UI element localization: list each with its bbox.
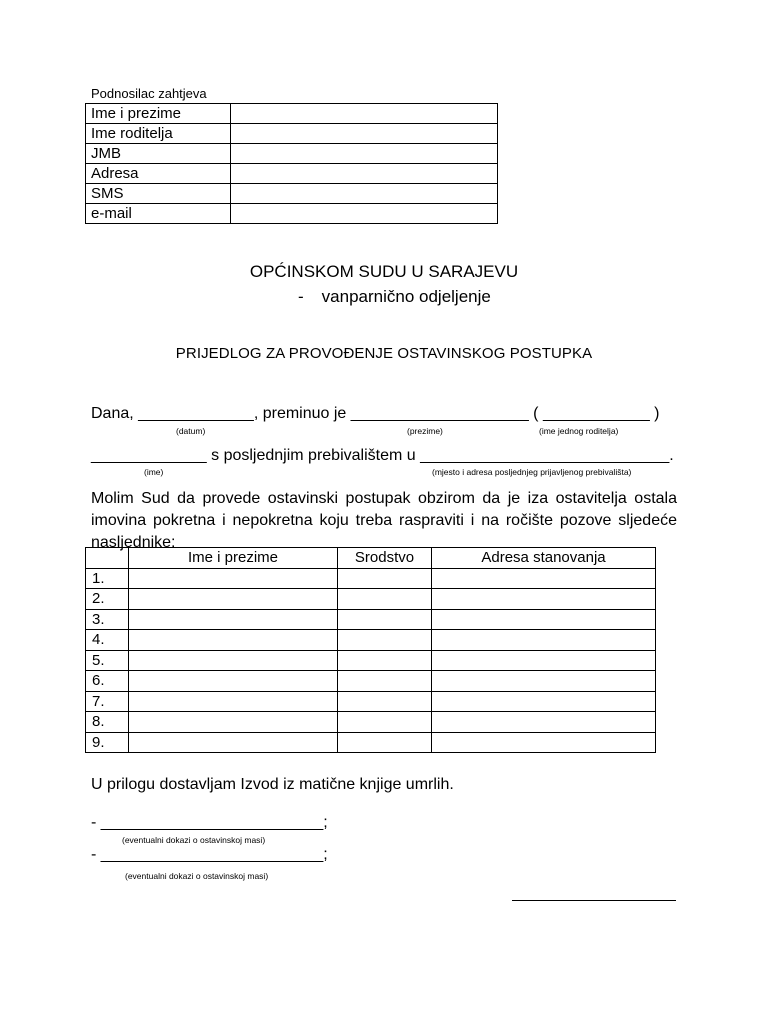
evidence-hint: (eventualni dokazi o ostavinskoj masi) — [125, 871, 269, 881]
heirs-table — [85, 547, 656, 753]
column-header-address: Adresa stanovanja — [432, 548, 656, 569]
signature-line[interactable] — [512, 900, 676, 901]
heir-relation-cell[interactable] — [338, 671, 432, 692]
row-number: 2. — [86, 589, 129, 610]
jmb-field[interactable] — [231, 144, 498, 164]
address-field[interactable] — [231, 164, 498, 184]
field-label: Adresa — [86, 164, 231, 184]
hint-parent: (ime jednog roditelja) — [539, 426, 619, 436]
row-number: 4. — [86, 630, 129, 651]
table-row — [86, 184, 498, 204]
hint-name: (ime) — [144, 467, 164, 477]
heir-relation-cell[interactable] — [338, 589, 432, 610]
field-label: e-mail — [86, 204, 231, 224]
residence-line[interactable]: _____________ s posljednjim prebivalištem u ____________________________. — [91, 447, 674, 464]
heir-relation-cell[interactable] — [338, 691, 432, 712]
heir-name-cell[interactable] — [129, 589, 338, 610]
row-number: 8. — [86, 712, 129, 733]
evidence-line[interactable]: - _________________________; — [91, 814, 328, 831]
evidence-hint: (eventualni dokazi o ostavinskoj masi) — [122, 835, 266, 845]
field-label: JMB — [86, 144, 231, 164]
column-header-name: Ime i prezime — [129, 548, 338, 569]
column-header-relation: Srodstvo — [338, 548, 432, 569]
table-row — [86, 609, 656, 630]
table-row — [86, 589, 656, 610]
table-row — [86, 712, 656, 733]
heir-name-cell[interactable] — [129, 609, 338, 630]
department-label: vanparnično odjeljenje — [321, 287, 491, 306]
table-header-row — [86, 548, 656, 569]
row-number: 3. — [86, 609, 129, 630]
heir-name-cell[interactable] — [129, 671, 338, 692]
table-row — [86, 671, 656, 692]
heir-name-cell[interactable] — [129, 712, 338, 733]
heir-relation-cell[interactable] — [338, 630, 432, 651]
evidence-line[interactable]: - _________________________; — [91, 846, 328, 863]
field-label: SMS — [86, 184, 231, 204]
applicant-table — [85, 103, 498, 224]
hint-surname: (prezime) — [407, 426, 443, 436]
table-row — [86, 144, 498, 164]
table-row — [86, 204, 498, 224]
table-row — [86, 650, 656, 671]
sms-field[interactable] — [231, 184, 498, 204]
heir-name-cell[interactable] — [129, 691, 338, 712]
attachment-note: U prilogu dostavljam Izvod iz matične knjige umrlih. — [91, 776, 454, 793]
heir-name-cell[interactable] — [129, 650, 338, 671]
heir-address-cell[interactable] — [432, 609, 656, 630]
heir-relation-cell[interactable] — [338, 732, 432, 753]
hint-address: (mjesto i adresa posljednjeg prijavljenog prebivališta) — [432, 467, 632, 477]
heir-address-cell[interactable] — [432, 732, 656, 753]
court-department — [298, 287, 491, 307]
heir-address-cell[interactable] — [432, 630, 656, 651]
field-label: Ime roditelja — [86, 124, 231, 144]
row-number: 5. — [86, 650, 129, 671]
table-row — [86, 124, 498, 144]
heir-relation-cell[interactable] — [338, 609, 432, 630]
table-row — [86, 104, 498, 124]
heir-address-cell[interactable] — [432, 671, 656, 692]
heir-name-cell[interactable] — [129, 732, 338, 753]
field-label: Ime i prezime — [86, 104, 231, 124]
applicant-label: Podnosilac zahtjeva — [91, 86, 207, 101]
heir-name-cell[interactable] — [129, 630, 338, 651]
hint-date: (datum) — [176, 426, 206, 436]
row-number: 1. — [86, 568, 129, 589]
table-row — [86, 732, 656, 753]
death-date-line[interactable]: Dana, _____________, preminuo je ____________________ ( ____________ ) — [91, 405, 660, 422]
dash: - — [298, 287, 304, 306]
row-number: 7. — [86, 691, 129, 712]
name-field[interactable] — [231, 104, 498, 124]
row-number: 9. — [86, 732, 129, 753]
heir-address-cell[interactable] — [432, 650, 656, 671]
table-row — [86, 568, 656, 589]
row-number: 6. — [86, 671, 129, 692]
heir-relation-cell[interactable] — [338, 568, 432, 589]
heir-address-cell[interactable] — [432, 691, 656, 712]
table-row — [86, 164, 498, 184]
parent-name-field[interactable] — [231, 124, 498, 144]
heir-name-cell[interactable] — [129, 568, 338, 589]
table-row — [86, 630, 656, 651]
heir-relation-cell[interactable] — [338, 712, 432, 733]
email-field[interactable] — [231, 204, 498, 224]
heir-address-cell[interactable] — [432, 568, 656, 589]
heir-address-cell[interactable] — [432, 589, 656, 610]
column-header-number — [86, 548, 129, 569]
court-title: OPĆINSKOM SUDU U SARAJEVU — [249, 262, 519, 281]
request-paragraph: Molim Sud da provede ostavinski postupak obzirom da je iza ostavitelja ostala imovina pokretna i nepokretna koju treba raspraviti i na ročište pozove sljedeće nasljednike: — [91, 490, 677, 551]
table-row — [86, 691, 656, 712]
heir-relation-cell[interactable] — [338, 650, 432, 671]
document-title: PRIJEDLOG ZA PROVOĐENJE OSTAVINSKOG POSTUPKA — [175, 345, 593, 362]
heir-address-cell[interactable] — [432, 712, 656, 733]
